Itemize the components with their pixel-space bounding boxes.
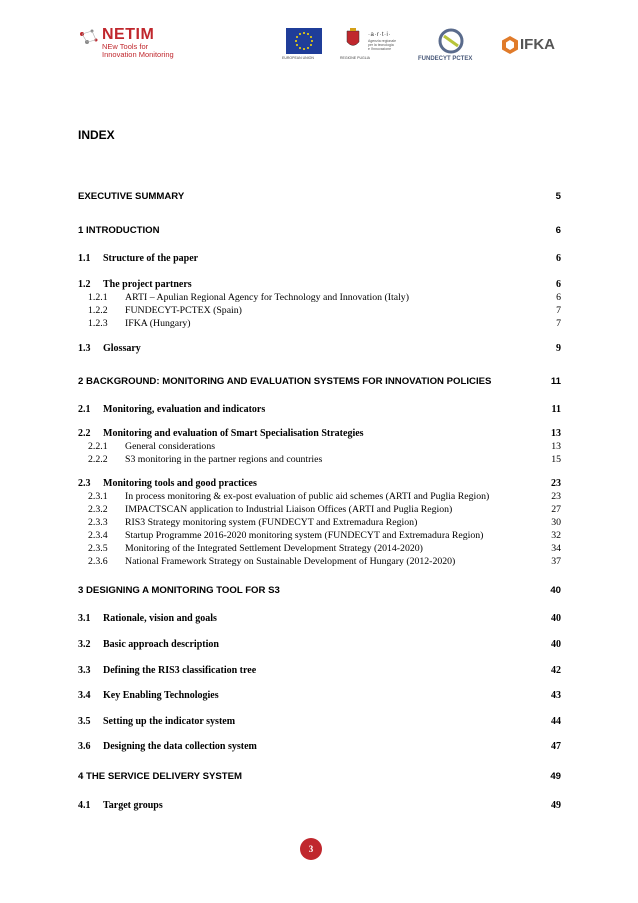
toc-entry-number: 3.4 [78,690,91,701]
ifka-logo [502,34,562,58]
toc-entry-title: In process monitoring & ex-post evaluation of public aid schemes (ARTI and Puglia Region) [125,491,490,502]
toc-entry-page: 40 [550,585,561,596]
toc-entry-number: 2.2.2 [88,454,108,465]
toc-entry-number: 2.3 [78,478,91,489]
puglia-crest-icon [346,28,360,50]
toc-entry-number: 1.2 [78,279,91,290]
eu-flag-icon [286,28,322,54]
toc-entry-title: Target groups [103,800,163,811]
toc-entry[interactable] [78,503,561,517]
toc-entry-page: 47 [551,741,561,752]
toc-entry[interactable] [78,291,561,305]
netim-network-icon [78,28,100,50]
toc-entry-page: 32 [551,530,561,541]
toc-entry-number: 1.3 [78,343,91,354]
netim-subtitle-line-2: Innovation Monitoring [102,50,174,59]
toc-entry[interactable] [78,584,561,598]
arti-subtitle-line-2: per la tecnologia [368,43,394,47]
toc-entry-page: 9 [556,343,561,354]
toc-entry-title: 1 INTRODUCTION [78,225,160,236]
toc-entry-number: 3.5 [78,716,91,727]
toc-entry-page: 11 [551,404,561,415]
toc-entry-title: 2 BACKGROUND: MONITORING AND EVALUATION SYSTEMS FOR INNOVATION POLICIES [78,376,492,387]
toc-entry-page: 13 [551,441,561,452]
toc-entry-number: 3.6 [78,741,91,752]
toc-entry[interactable] [78,516,561,530]
toc-entry-title: National Framework Strategy on Sustainable Development of Hungary (2012-2020) [125,556,456,567]
toc-entry[interactable] [78,638,561,652]
toc-entry-number: 3.2 [78,639,91,650]
page-header [78,14,568,76]
toc-entry-title: FUNDECYT-PCTEX (Spain) [125,305,242,316]
toc-entry-title: Structure of the paper [103,253,199,264]
toc-entry-page: 42 [551,665,561,676]
toc-entry-title: Key Enabling Technologies [103,690,219,701]
arti-logo [368,32,408,56]
arti-name: ·a·r·t·i· [368,32,391,38]
toc-entry[interactable] [78,403,561,417]
toc-entry[interactable] [78,799,561,813]
toc-entry[interactable] [78,440,561,454]
toc-entry-page: 11 [550,376,561,387]
toc-entry[interactable] [78,529,561,543]
toc-entry-number: 3.3 [78,665,91,676]
toc-entry[interactable] [78,224,561,238]
toc-entry-title: The project partners [103,279,192,290]
toc-entry-page: 6 [556,253,561,264]
toc-entry-number: 2.3.2 [88,504,108,515]
toc-entry-number: 2.3.1 [88,491,108,502]
toc-entry-page: 6 [556,279,561,290]
toc-entry-page: 27 [551,504,561,515]
toc-entry-number: 2.3.4 [88,530,108,541]
puglia-caption: REGIONE PUGLIA [340,56,370,60]
toc-entry-number: 2.3.6 [88,556,108,567]
toc-entry-page: 37 [551,556,561,567]
toc-entry-page: 7 [556,318,561,329]
toc-entry-page: 40 [551,639,561,650]
toc-entry-number: 2.3.5 [88,543,108,554]
fundecyt-emblem-icon [436,28,466,54]
toc-entry-number: 1.1 [78,253,91,264]
toc-entry-page: 5 [555,191,561,202]
netim-subtitle [102,43,174,59]
toc-entry-page: 34 [551,543,561,554]
toc-entry-page: 43 [551,690,561,701]
toc-entry[interactable] [78,555,561,569]
fundecyt-text: FUNDECYT PCTEX [418,56,473,62]
toc-entry-page: 15 [551,454,561,465]
toc-entry-title: IMPACTSCAN application to Industrial Liaison Offices (ARTI and Puglia Region) [125,504,453,515]
toc-entry-number: 2.1 [78,404,91,415]
toc-entry-page: 49 [551,800,561,811]
toc-entry-title: 3 DESIGNING A MONITORING TOOL FOR S3 [78,585,280,596]
toc-entry-title: Monitoring and evaluation of Smart Specialisation Strategies [103,428,364,439]
toc-entry-title: EXECUTIVE SUMMARY [78,191,185,202]
ifka-text: IFKA [520,36,555,53]
toc-entry-page: 23 [551,478,561,489]
toc-entry-number: 1.2.1 [88,292,108,303]
toc-entry[interactable] [78,740,561,754]
toc-entry-title: ARTI – Apulian Regional Agency for Technology and Innovation (Italy) [125,292,409,303]
toc-entry[interactable] [78,342,561,356]
netim-subtitle-line-1: NEw Tools for [102,42,149,51]
toc-entry[interactable] [78,453,561,467]
toc-entry-number: 1.2.2 [88,305,108,316]
toc-entry-number: 2.2.1 [88,441,108,452]
toc-entry-title: S3 monitoring in the partner regions and countries [125,454,323,465]
fundecyt-logo [418,28,488,68]
toc-entry-title: 4 THE SERVICE DELIVERY SYSTEM [78,771,243,782]
toc-entry[interactable] [78,542,561,556]
toc-entry[interactable] [78,477,561,491]
toc-entry[interactable] [78,278,561,292]
eu-caption: EUROPEAN UNION [282,56,314,60]
toc-entry[interactable] [78,490,561,504]
toc-entry-page: 13 [551,428,561,439]
toc-entry[interactable] [78,190,561,204]
toc-entry-page: 44 [551,716,561,727]
toc-entry-page: 30 [551,517,561,528]
toc-entry-number: 1.2.3 [88,318,108,329]
toc-entry[interactable] [78,304,561,318]
toc-entry-page: 40 [551,613,561,624]
toc-entry-page: 6 [556,292,561,303]
netim-name: NETIM [102,26,155,43]
toc-entry-number: 2.3.3 [88,517,108,528]
netim-logo [78,26,198,76]
toc-entry-title: IFKA (Hungary) [125,318,191,329]
toc-entry-title: Monitoring tools and good practices [103,478,257,489]
toc-entry-title: Glossary [103,343,141,354]
toc-entry-title: Monitoring of the Integrated Settlement Development Strategy (2014-2020) [125,543,423,554]
toc-entry-title: Setting up the indicator system [103,716,236,727]
toc-entry[interactable] [78,689,561,703]
toc-entry-title: RIS3 Strategy monitoring system (FUNDECYT and Extremadura Region) [125,517,418,528]
toc-entry-page: 6 [555,225,561,236]
toc-entry-title: Defining the RIS3 classification tree [103,665,257,676]
toc-entry-title: Rationale, vision and goals [103,613,217,624]
toc-entry-page: 7 [556,305,561,316]
toc-entry-page: 23 [551,491,561,502]
toc-entry[interactable] [78,770,561,784]
toc-entry[interactable] [78,252,561,266]
toc-entry-number: 2.2 [78,428,91,439]
page-title: INDEX [78,128,115,142]
arti-subtitle-line-1: Agenzia regionale [368,39,397,43]
toc-entry[interactable] [78,375,561,389]
toc-entry-number: 3.1 [78,613,91,624]
page-number-badge: 3 [300,838,322,860]
toc-entry[interactable] [78,664,561,678]
arti-subtitle [368,39,396,51]
toc-entry-page: 49 [550,771,561,782]
toc-entry-number: 4.1 [78,800,91,811]
toc-entry[interactable] [78,715,561,729]
toc-entry-title: General considerations [125,441,216,452]
toc-entry-title: Basic approach description [103,639,219,650]
toc-entry-title: Startup Programme 2016-2020 monitoring system (FUNDECYT and Extremadura Region) [125,530,484,541]
toc-entry[interactable] [78,317,561,331]
arti-subtitle-line-3: e l'innovazione [368,47,392,51]
toc-entry[interactable] [78,427,561,441]
toc-entry[interactable] [78,612,561,626]
toc-entry-title: Designing the data collection system [103,741,257,752]
toc-entry-title: Monitoring, evaluation and indicators [103,404,266,415]
ifka-hexagon-icon [502,36,518,54]
